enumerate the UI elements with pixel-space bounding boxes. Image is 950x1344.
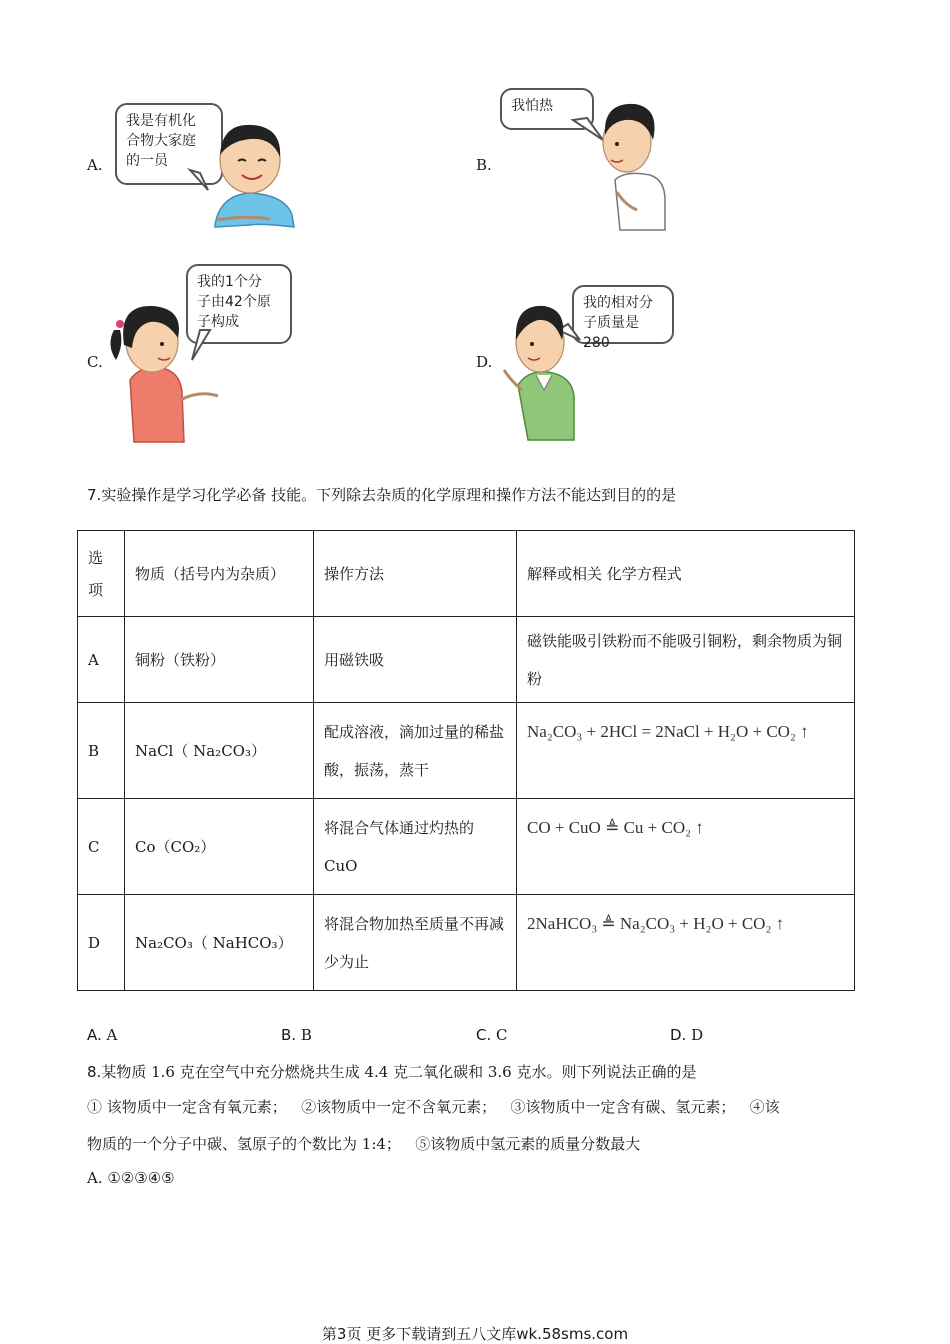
option-b-letter: B. [476,156,492,174]
q7-choice-d[interactable]: D. D [670,1026,704,1044]
q8-number: 8. [87,1063,102,1081]
bubble-a-line-1: 我是有机化 [126,113,196,129]
option-a-letter: A. [87,156,103,174]
bubble-c-line-2: 子由42个原 [197,294,271,310]
row-b-option: B [78,703,125,799]
bubble-b-line-1: 我怕热 [511,98,553,114]
bubble-c-line-3: 子构成 [197,314,239,330]
table-header-row [78,531,855,617]
bubble-a-line-2: 合物大家庭 [126,133,196,149]
option-d-letter: D. [476,353,493,371]
table-row [78,799,855,895]
q8-statements-line-2: 物质的一个分子中碳、氢原子的个数比为 1:4； ⑤该物质中氢元素的质量分数最大 [87,1135,641,1153]
row-b-explain [517,703,855,799]
row-d-explain [517,895,855,991]
equation-d: 2NaHCO₃ ≜ Na₂CO₃ + H₂O + CO₂ ↑ [527,914,785,933]
table-row [78,703,855,799]
row-a-explain: 磁铁能吸引铁粉而不能吸引铜粉，剩余物质为铜粉 [517,617,855,703]
equation-c: CO + CuO ≜ Cu + CO₂ ↑ [527,818,704,837]
option-c-letter: C. [87,353,103,371]
table-row [78,895,855,991]
header-option: 选项 [78,531,125,617]
equation-b: Na₂CO₃ + 2HCl = 2NaCl + H₂O + CO₂ ↑ [527,722,809,741]
row-d-method: 将混合物加热至质量不再减少为止 [314,895,517,991]
girl-c-illustration [100,300,225,445]
q7-text: 实验操作是学习化学必备 技能。下列除去杂质的化学原理和操作方法不能达到目的的是 [101,486,677,504]
q7-number: 7. [87,486,102,504]
header-substance: 物质（括号内为杂质） [125,531,314,617]
q7-choice-b[interactable]: B. B [281,1026,312,1044]
page-footer: 第3页 更多下载请到五八文库wk.58sms.com [321,1325,629,1343]
bubble-a-line-3: 的一员 [126,153,168,169]
row-c-explain [517,799,855,895]
impurity-removal-table [77,530,855,991]
q7-choice-c[interactable]: C. C [476,1026,508,1044]
row-c-option: C [78,799,125,895]
bubble-d-line-2: 子质量是280 [583,315,639,351]
row-c-method: 将混合气体通过灼热的CuO [314,799,517,895]
row-b-substance: NaCl（ Na₂CO₃） [125,703,314,799]
row-b-method: 配成溶液，滴加过量的稀盐酸，振荡，蒸干 [314,703,517,799]
bubble-d-line-1: 我的相对分 [583,295,653,311]
bubble-c-line-1: 我的1个分 [197,274,262,290]
boy-d-illustration [498,300,588,442]
row-a-method: 用磁铁吸 [314,617,517,703]
q8-option-a[interactable]: A. ①②③④⑤ [87,1169,175,1187]
header-method: 操作方法 [314,531,517,617]
q8-statements-line-1: ① 该物质中一定含有氧元素； ②该物质中一定不含氧元素； ③该物质中一定含有碳、氢元素； ④该 [87,1098,780,1116]
boy-b-illustration [565,100,675,232]
q8-text: 某物质 1.6 克在空气中充分燃烧共生成 4.4 克二氧化碳和 3.6 克水。则下列说法正确的是 [101,1063,697,1081]
row-c-substance: Co（CO₂） [125,799,314,895]
row-d-substance: Na₂CO₃（ NaHCO₃） [125,895,314,991]
q7-choice-a[interactable]: A. A [87,1026,118,1044]
row-a-substance: 铜粉（铁粉） [125,617,314,703]
q8-stem [87,1061,697,1083]
table-row [78,617,855,703]
header-explain: 解释或相关 化学方程式 [517,531,855,617]
boy-a-illustration [160,115,305,235]
row-d-option: D [78,895,125,991]
q7-stem [87,484,676,506]
row-a-option: A [78,617,125,703]
